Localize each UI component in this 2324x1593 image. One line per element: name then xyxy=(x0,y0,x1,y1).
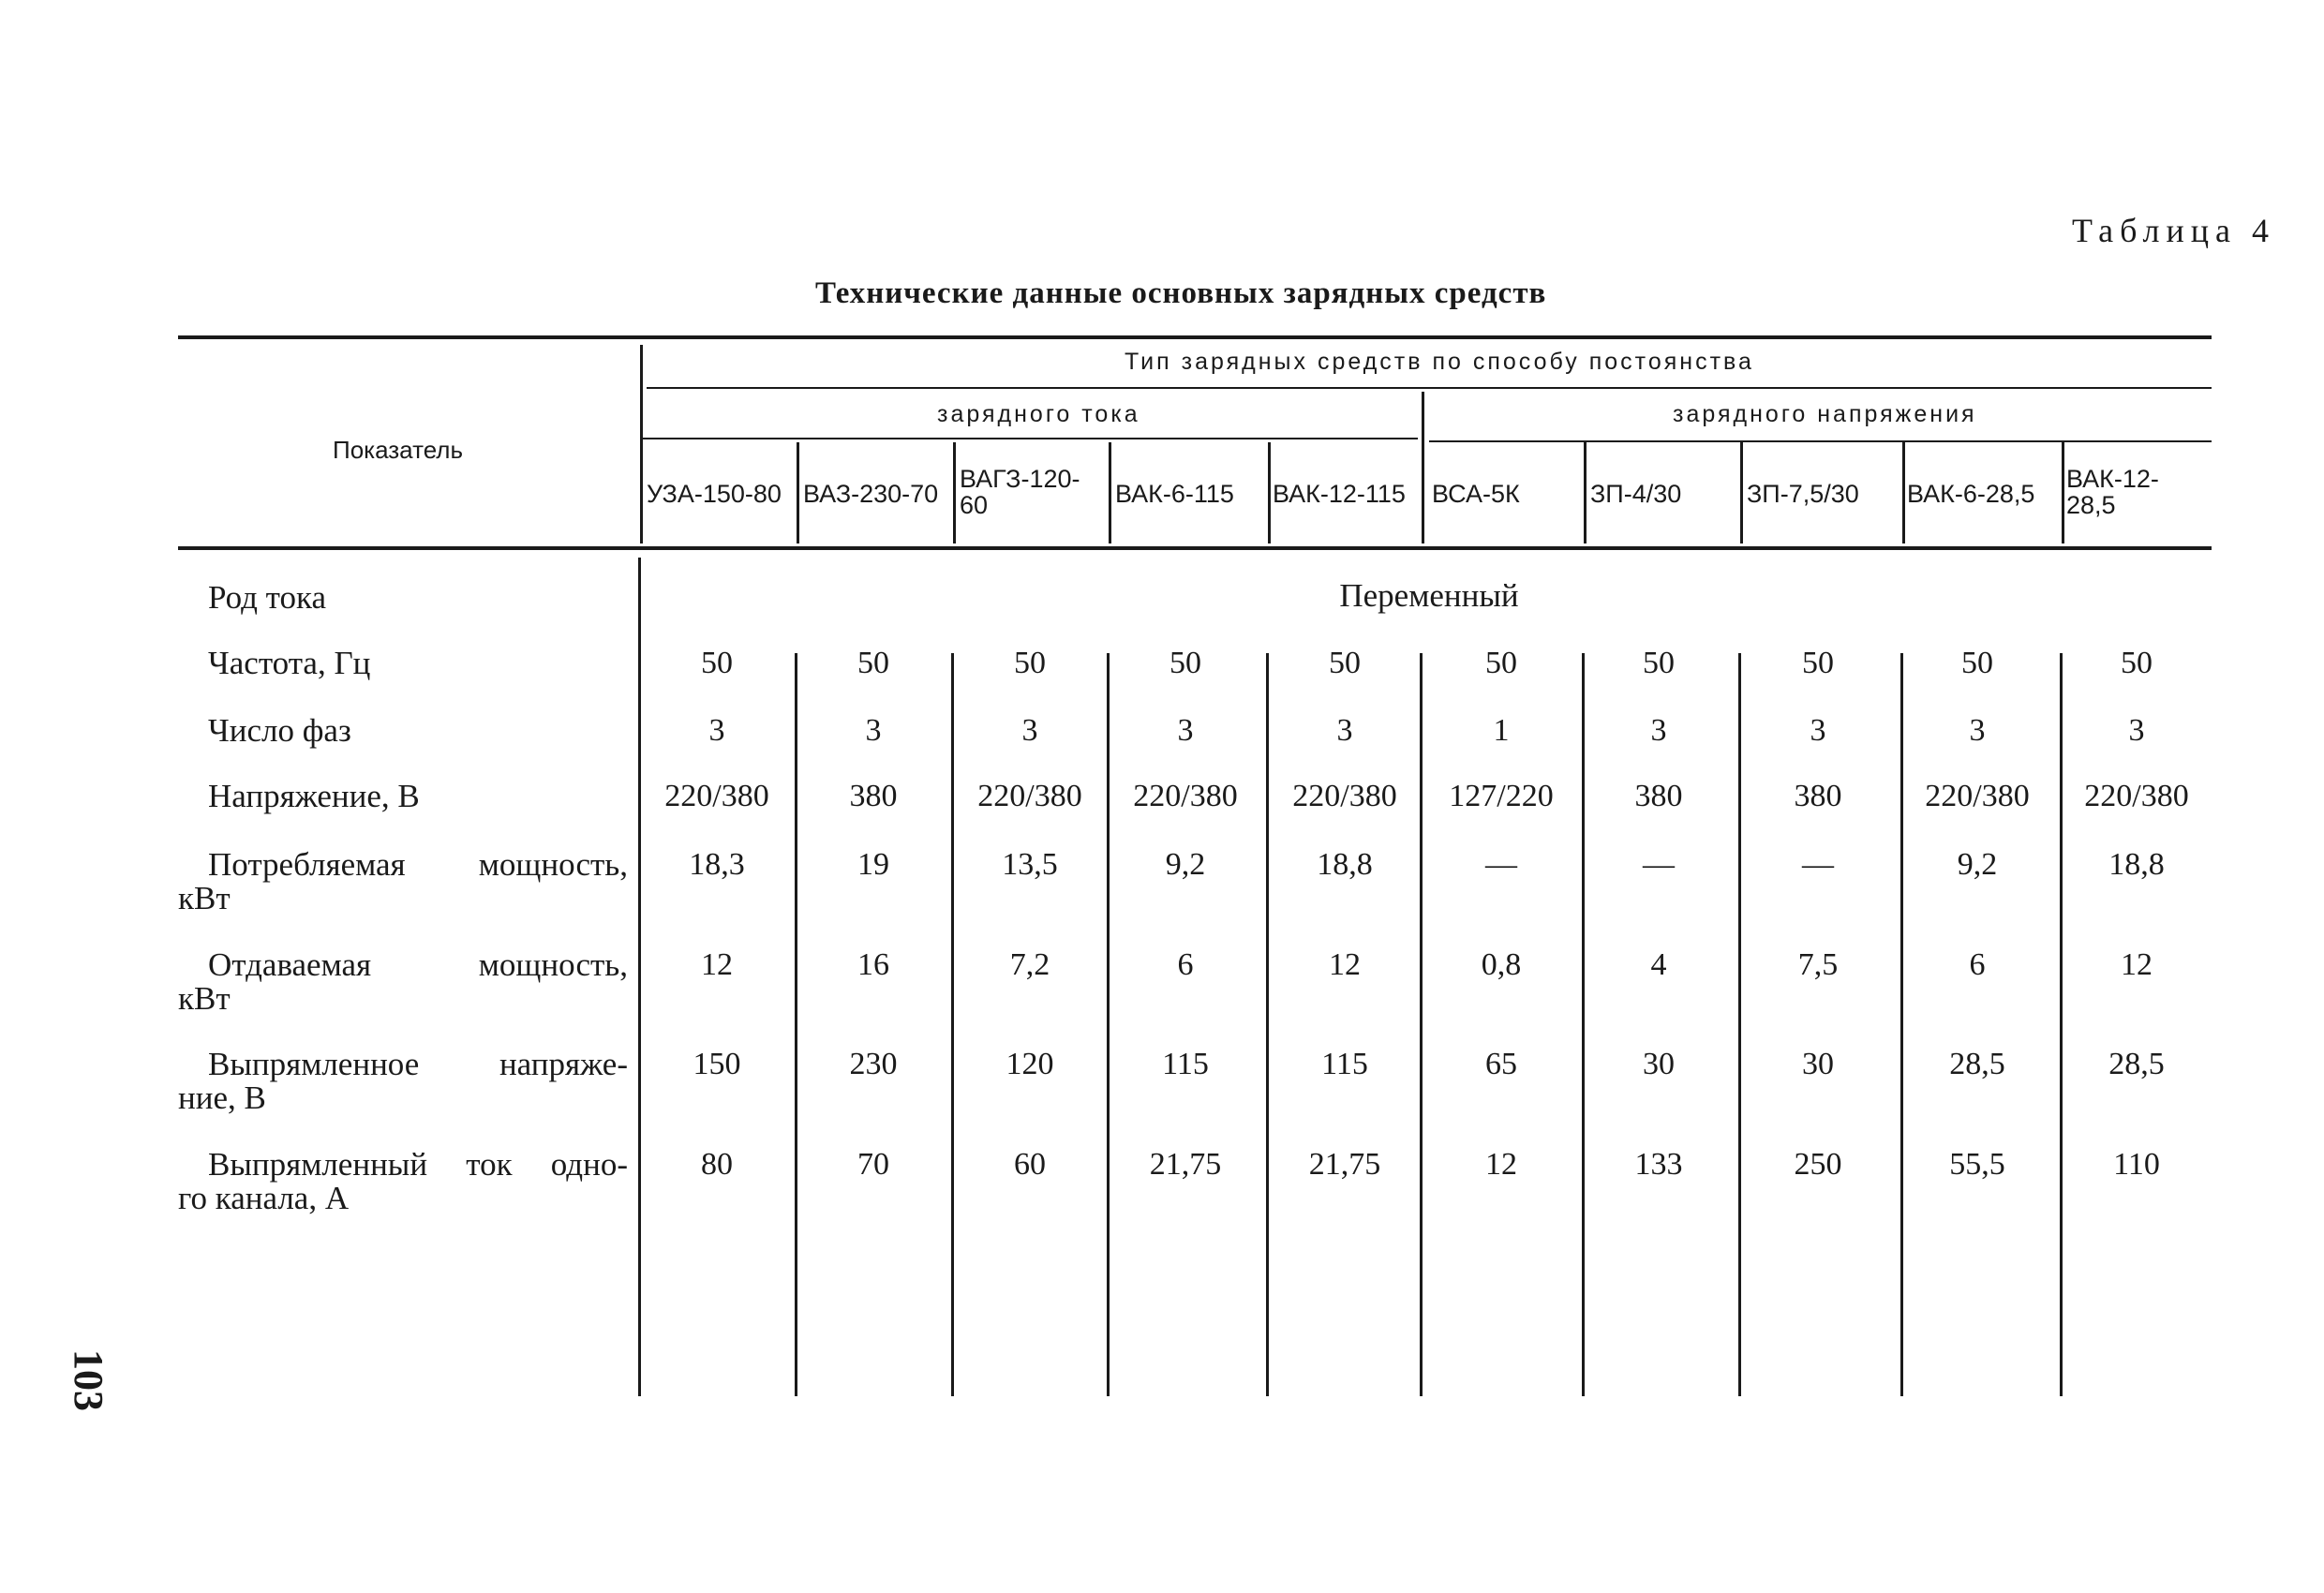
table-cell: 18,3 xyxy=(689,847,745,882)
table-cell: 12 xyxy=(2121,947,2153,982)
column-header xyxy=(1590,481,1681,507)
body-col-divider xyxy=(795,653,797,1396)
body-col-divider xyxy=(1107,653,1110,1396)
top-rule xyxy=(178,335,2212,339)
row-label-word: кВт xyxy=(178,980,231,1017)
table-cell: 230 xyxy=(849,1047,898,1081)
row-label-word: Род тока xyxy=(208,579,326,616)
table-cell: 3 xyxy=(1021,713,1038,748)
table-cell: 60 xyxy=(1014,1147,1046,1182)
column-header-line: ВАГЗ-120- xyxy=(960,465,1080,493)
row-label-word: Число фаз xyxy=(208,712,351,749)
table-cell: — xyxy=(1643,847,1675,882)
table-cell: 50 xyxy=(857,646,889,680)
column-header-line: ВАК-12- xyxy=(2066,465,2159,493)
table-cell: 50 xyxy=(1329,646,1361,680)
table-cell: 3 xyxy=(1336,713,1353,748)
row-label-word: ние, В xyxy=(178,1079,266,1116)
group-rule xyxy=(647,387,2212,389)
row-label-line xyxy=(178,982,628,1016)
table-cell: 16 xyxy=(857,947,889,982)
row-label-word: мощность, xyxy=(478,946,628,983)
table-cell: 30 xyxy=(1802,1047,1834,1081)
table-cell: 220/380 xyxy=(1925,779,2030,813)
table-cell: 70 xyxy=(857,1147,889,1182)
column-header xyxy=(1907,481,2034,507)
table-cell: 50 xyxy=(1485,646,1517,680)
table-cell: 115 xyxy=(1162,1047,1209,1081)
subgroup-rule-voltage xyxy=(1429,440,2212,442)
row-label-line xyxy=(178,882,628,916)
table-cell: 115 xyxy=(1321,1047,1368,1081)
table-cell: 3 xyxy=(708,713,725,748)
header-bottom-rule xyxy=(178,546,2212,550)
body-col-divider xyxy=(1900,653,1903,1396)
body-col-divider xyxy=(1266,653,1269,1396)
table-cell: 3 xyxy=(1969,713,1986,748)
row-label-word: Потребляемая xyxy=(208,846,406,883)
table-cell: 65 xyxy=(1485,1047,1517,1081)
column-header xyxy=(647,481,782,507)
header-col-divider xyxy=(1109,442,1111,543)
table-cell: 3 xyxy=(1810,713,1826,748)
table-cell: 380 xyxy=(1634,779,1683,813)
row-label-word: Напряжение, В xyxy=(208,778,420,814)
row-label-line xyxy=(178,780,628,813)
table-cell: 50 xyxy=(2121,646,2153,680)
table-cell: 120 xyxy=(1006,1047,1054,1081)
table-cell: 3 xyxy=(1650,713,1667,748)
table-cell: 50 xyxy=(1961,646,1993,680)
table-cell: 3 xyxy=(1177,713,1194,748)
row-label-word: Выпрямленное xyxy=(208,1046,420,1082)
row-label-word: Частота, Гц xyxy=(208,645,371,681)
column-header xyxy=(1273,481,1406,507)
row-label xyxy=(178,714,628,748)
table-cell: 7,2 xyxy=(1009,947,1050,982)
row-label xyxy=(178,948,628,1016)
body-col-divider xyxy=(1738,653,1741,1396)
header-col-divider xyxy=(1268,442,1271,543)
table-cell: 0,8 xyxy=(1481,947,1522,982)
row-label xyxy=(178,848,628,916)
column-header xyxy=(803,481,938,507)
row-label-word: Выпрямленный xyxy=(208,1146,428,1183)
table-cell: 50 xyxy=(1014,646,1046,680)
table-cell: 12 xyxy=(1485,1147,1517,1182)
table-cell: 150 xyxy=(693,1047,741,1081)
row-label-word: го канала, А xyxy=(178,1180,350,1216)
table-cell: 18,8 xyxy=(1317,847,1373,882)
table-cell: 220/380 xyxy=(2084,779,2189,813)
row-label xyxy=(178,647,628,680)
group-header: Тип зарядных средств по способу постоянства xyxy=(1125,349,1754,375)
column-header-line: ВАК-6-115 xyxy=(1115,480,1234,508)
table-cell: 220/380 xyxy=(1133,779,1238,813)
table-cell: — xyxy=(1802,847,1834,882)
table-cell: 12 xyxy=(701,947,733,982)
header-col-divider xyxy=(797,442,799,543)
column-header-line: 28,5 xyxy=(2066,491,2116,519)
table-cell: 50 xyxy=(1169,646,1201,680)
table-cell: 50 xyxy=(1643,646,1675,680)
subgroup-header-voltage: зарядного напряжения xyxy=(1673,401,1977,427)
indicator-header: Показатель xyxy=(333,436,464,464)
body-col-divider xyxy=(1582,653,1585,1396)
table-cell: 220/380 xyxy=(664,779,769,813)
table-title: Технические данные основных зарядных средств xyxy=(815,276,1547,310)
table-cell: 80 xyxy=(701,1147,733,1182)
body-col-divider xyxy=(1420,653,1423,1396)
subgroup-header-current: зарядного тока xyxy=(937,401,1140,427)
row-label-word: одно- xyxy=(550,1146,628,1183)
row-label-line xyxy=(178,848,628,882)
table-cell: 250 xyxy=(1794,1147,1842,1182)
table-cell: 12 xyxy=(1329,947,1361,982)
table-cell: 28,5 xyxy=(1949,1047,2005,1081)
table-cell: 220/380 xyxy=(977,779,1082,813)
row-label-word: кВт xyxy=(178,880,231,916)
merged-cell: Переменный xyxy=(1339,577,1519,614)
row-label xyxy=(178,1048,628,1115)
column-header-line: ВСА-5К xyxy=(1432,480,1520,508)
column-header xyxy=(1115,481,1234,507)
table-cell: 6 xyxy=(1969,947,1986,982)
table-cell: 9,2 xyxy=(1165,847,1206,882)
page-number: 103 xyxy=(66,1349,112,1411)
table-cell: 50 xyxy=(1802,646,1834,680)
table-cell: 21,75 xyxy=(1149,1147,1222,1182)
header-col-divider xyxy=(1902,442,1905,543)
table-cell: 7,5 xyxy=(1797,947,1839,982)
header-col-divider xyxy=(2062,442,2064,543)
table-cell: 6 xyxy=(1177,947,1194,982)
row-label xyxy=(178,1148,628,1215)
table-cell: 1 xyxy=(1493,713,1510,748)
table-cell: 110 xyxy=(2113,1147,2160,1182)
table-number: Таблица 4 xyxy=(2072,212,2275,249)
table-cell: 4 xyxy=(1650,947,1667,982)
subgroup-rule-current xyxy=(642,438,1418,439)
table-cell: 19 xyxy=(857,847,889,882)
row-label-line xyxy=(178,647,628,680)
column-header-line: ВАЗ-230-70 xyxy=(803,480,939,508)
table-cell: 3 xyxy=(865,713,882,748)
table-cell: 3 xyxy=(2128,713,2145,748)
column-header-line: 60 xyxy=(960,491,989,519)
row-label-word: ток xyxy=(466,1146,513,1183)
table-cell: 50 xyxy=(701,646,733,680)
body-col-divider xyxy=(951,653,954,1396)
table-cell: 13,5 xyxy=(1002,847,1058,882)
table-cell: 55,5 xyxy=(1949,1147,2005,1182)
table-cell: 380 xyxy=(849,779,898,813)
table-cell: 133 xyxy=(1634,1147,1683,1182)
table-cell: — xyxy=(1485,847,1517,882)
row-label-line xyxy=(178,1182,628,1215)
table-cell: 220/380 xyxy=(1292,779,1397,813)
column-header-line: УЗА-150-80 xyxy=(647,480,782,508)
table-cell: 21,75 xyxy=(1308,1147,1381,1182)
row-label-word: мощность, xyxy=(478,846,628,883)
row-label-line xyxy=(178,581,628,615)
row-label xyxy=(178,780,628,813)
row-label xyxy=(178,581,628,615)
column-header-line: ВАК-6-28,5 xyxy=(1907,480,2035,508)
column-header-line: ЗП-4/30 xyxy=(1590,480,1682,508)
header-col-divider xyxy=(1584,442,1587,543)
table-cell: 28,5 xyxy=(2108,1047,2165,1081)
row-label-word: Отдаваемая xyxy=(208,946,372,983)
row-label-line xyxy=(178,1148,628,1182)
row-label-line xyxy=(178,948,628,982)
row-label-line xyxy=(178,1048,628,1081)
column-header xyxy=(1432,481,1520,507)
column-header xyxy=(1747,481,1859,507)
table-cell: 9,2 xyxy=(1957,847,1998,882)
column-header-line: ВАК-12-115 xyxy=(1273,480,1406,508)
header-col-divider xyxy=(1740,442,1743,543)
body-col-divider xyxy=(2060,653,2063,1396)
row-label-word: напряже- xyxy=(499,1046,628,1082)
column-header xyxy=(2066,466,2159,518)
row-label-line xyxy=(178,714,628,748)
table-cell: 127/220 xyxy=(1449,779,1554,813)
column-header xyxy=(960,466,1080,518)
table-cell: 30 xyxy=(1643,1047,1675,1081)
header-subgroup-divider xyxy=(1422,392,1424,543)
column-header-line: ЗП-7,5/30 xyxy=(1747,480,1859,508)
row-label-line xyxy=(178,1081,628,1115)
header-col-divider xyxy=(953,442,956,543)
table-cell: 18,8 xyxy=(2108,847,2165,882)
table-cell: 380 xyxy=(1794,779,1842,813)
header-indicator-divider xyxy=(640,345,643,543)
